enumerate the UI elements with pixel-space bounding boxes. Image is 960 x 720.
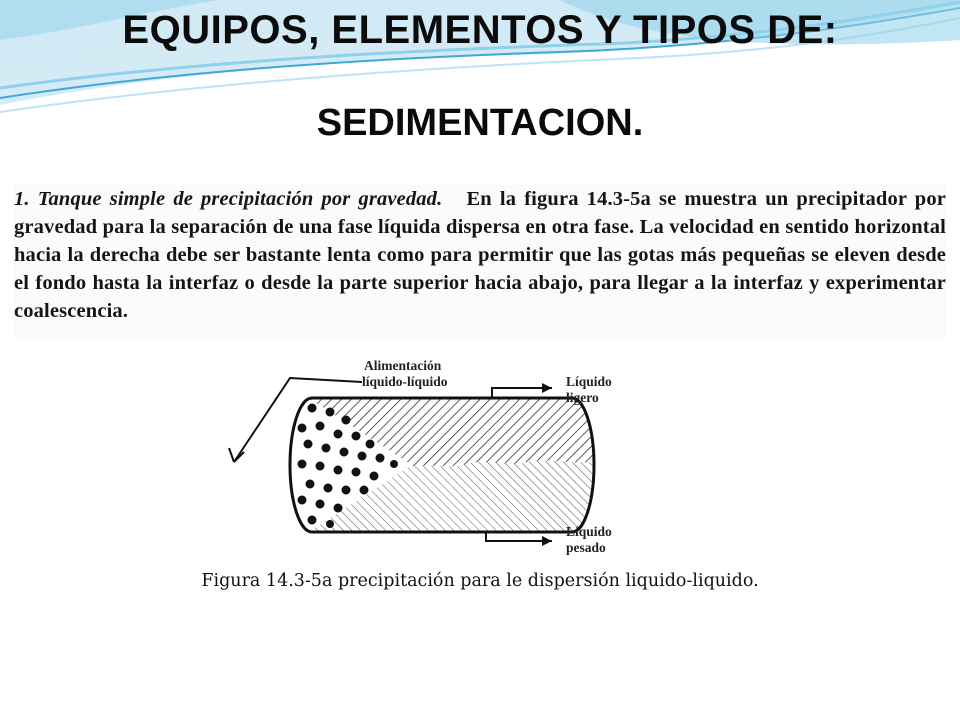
feed-label-1: Alimentación (364, 358, 442, 373)
light-label-1: Líquido (566, 374, 612, 389)
heavy-label-1: Líquido (566, 524, 612, 539)
feed-label-2: líquido-líquido (362, 374, 448, 389)
slide-title-line1: EQUIPOS, ELEMENTOS Y TIPOS DE: (122, 8, 838, 52)
slide-title-line2: SEDIMENTACION. (316, 102, 644, 144)
settler-diagram (212, 340, 660, 565)
scanned-paragraph (14, 185, 946, 339)
settler-figure (212, 340, 660, 565)
figure-caption: Figura 14.3-5a precipitación para le dispersión liquido-liquido. (201, 571, 759, 591)
heavy-label-2: pesado (566, 540, 606, 555)
paragraph-lead: 1. Tanque simple de precipitación por gravedad. (14, 188, 443, 210)
light-label-2: ligero (566, 390, 599, 405)
paragraph-body: En la figura 14.3-5a se muestra un precipitador por gravedad para la separación de una fase líquida dispersa en otra fase. La velocidad en sentido horizontal hacia la derecha debe ser bastante lenta como para permitir que las gotas más pequeñas se eleven desde el fondo hasta la interfaz o desde la parte superior hacia abajo, para llegar a la interfaz y experimentar coalescencia. (14, 188, 946, 322)
